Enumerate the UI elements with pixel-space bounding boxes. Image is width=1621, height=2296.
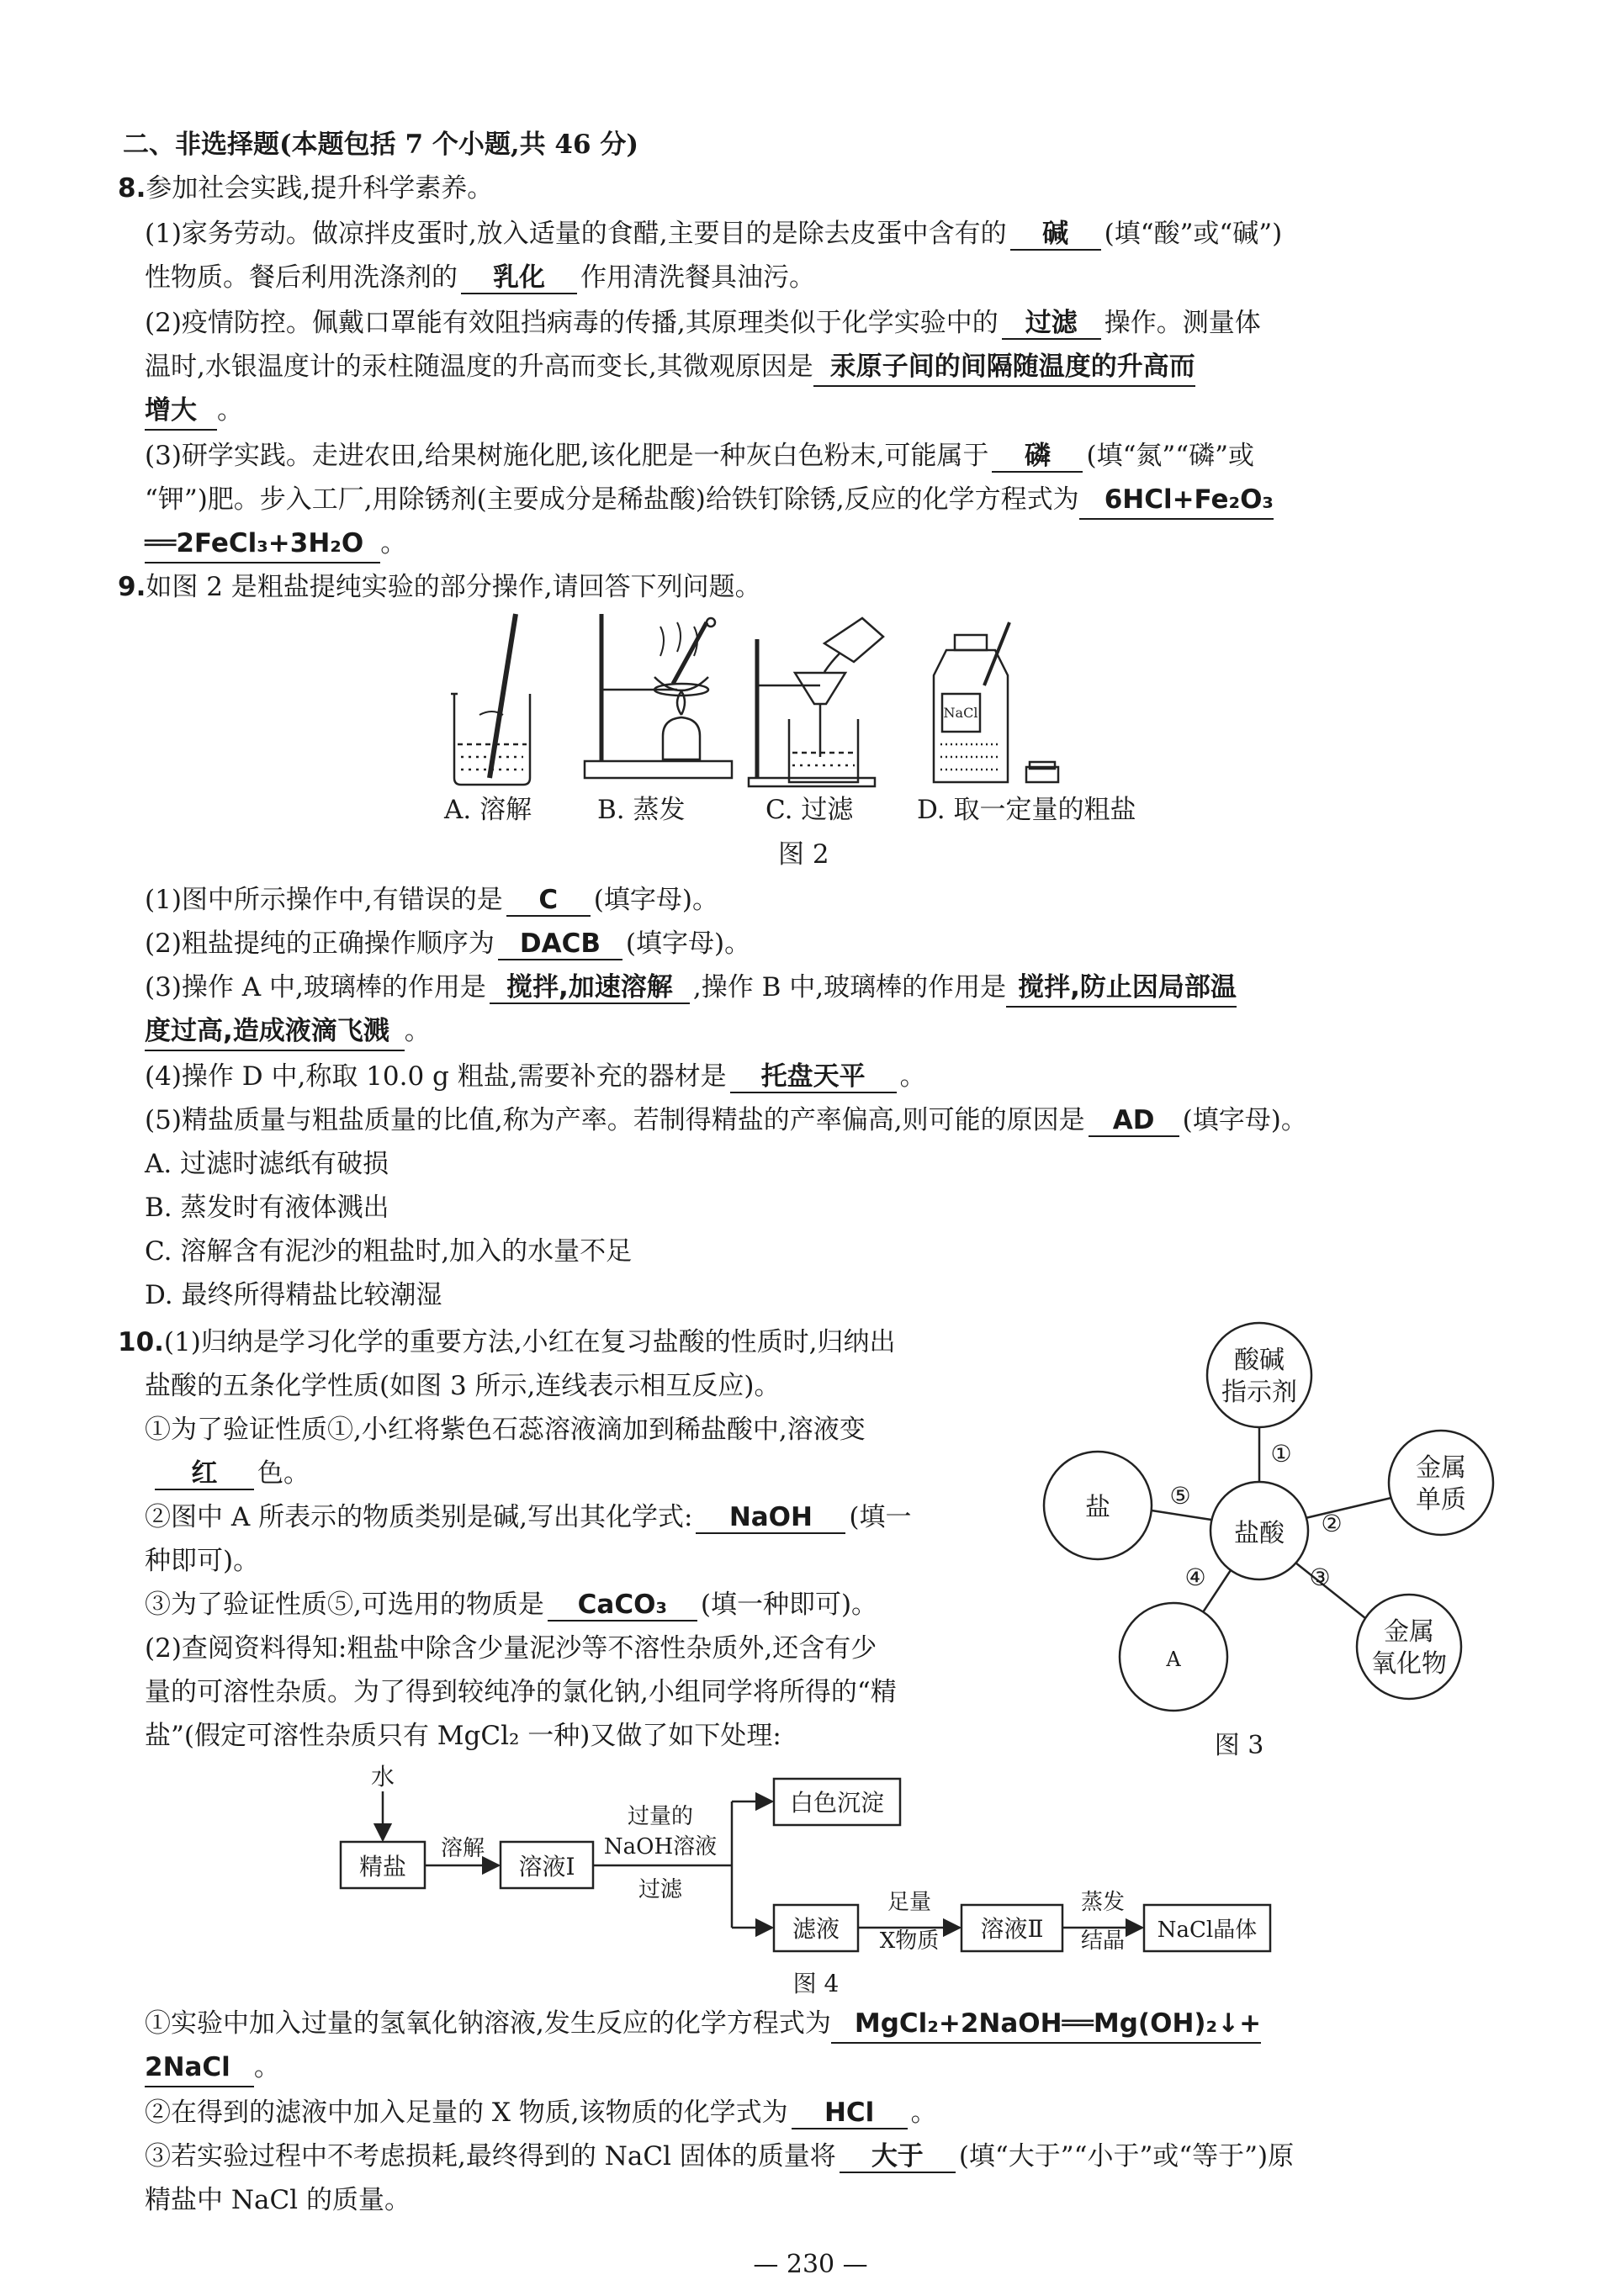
fig3-right-1: 金属 bbox=[1416, 1453, 1466, 1483]
fig4-water: 水 bbox=[370, 1763, 395, 1791]
q10-eq1-text: ①实验中加入过量的氢氧化钠溶液,发生反应的化学方程式为 bbox=[145, 2008, 831, 2039]
q10-number: 10. bbox=[118, 1327, 164, 1357]
q10-eq3-line2: 精盐中 NaCl 的质量。 bbox=[145, 2185, 411, 2215]
fig2-label-a: A. 溶解 bbox=[444, 795, 532, 825]
fig4-jingyan: 精盐 bbox=[358, 1853, 407, 1881]
q8-stem: 参加社会实践,提升科学素养。 bbox=[146, 173, 494, 204]
beaker-dissolve-icon bbox=[451, 614, 530, 785]
q9-answer-3a: 搅拌,加速溶解 bbox=[490, 972, 690, 1004]
q8-answer-micro-a: 汞原子间的间隔随温度的升高而 bbox=[813, 348, 1195, 387]
q8-part1-text2: 性物质。餐后利用洗涤剂的 bbox=[145, 262, 458, 293]
q8-answer-equation-a: 6HCl+Fe₂O₃ bbox=[1079, 481, 1274, 520]
q8-part2-text: (2)疫情防控。佩戴口罩能有效阻挡病毒的传播,其原理类似于化学实验中的 bbox=[145, 308, 999, 338]
metal-circle bbox=[1389, 1431, 1493, 1535]
figure-3-properties bbox=[1039, 1316, 1510, 1762]
q8-part3-line2 bbox=[145, 481, 1274, 520]
q8-part3-line3 bbox=[145, 525, 406, 563]
fig3-left: 盐 bbox=[1085, 1493, 1110, 1522]
section-title: 二、非选择题(本题包括 7 个小题,共 46 分) bbox=[123, 130, 639, 160]
fig3-n4: ④ bbox=[1184, 1563, 1206, 1591]
fig4-reagent-1: 过量的 bbox=[627, 1804, 694, 1829]
q8-part3-end: 。 bbox=[380, 528, 407, 558]
q9-stem: 如图 2 是粗盐提纯实验的部分操作,请回答下列问题。 bbox=[146, 572, 761, 602]
q9-answer-1: C bbox=[506, 885, 591, 917]
q9-option-c: C. 溶解含有泥沙的粗盐时,加入的水量不足 bbox=[145, 1236, 633, 1267]
q9-sub5 bbox=[145, 1102, 1307, 1139]
q10-eq1-line2 bbox=[145, 2049, 280, 2087]
q8-part2-line2 bbox=[145, 348, 1195, 387]
q8-part1-line1 bbox=[145, 215, 1282, 252]
figure-4-flowchart bbox=[324, 1758, 1291, 2002]
q8-part1-hint: (填“酸”或“碱”) bbox=[1104, 219, 1283, 249]
q8-number: 8. bbox=[118, 173, 146, 204]
fig4-x-2: X物质 bbox=[879, 1928, 940, 1954]
q9-sub3-end: 。 bbox=[404, 1016, 431, 1046]
q9-sub3-text: (3)操作 A 中,玻璃棒的作用是 bbox=[145, 972, 486, 1003]
fig4-caption: 图 4 bbox=[792, 1970, 840, 1997]
q8-answer-micro-b: 增大 bbox=[145, 392, 217, 431]
q10-line1 bbox=[118, 1324, 896, 1361]
fig4-precipitate: 白色沉淀 bbox=[789, 1789, 885, 1817]
q8-answer-phosphorus: 磷 bbox=[992, 441, 1083, 473]
q8-answer-base: 碱 bbox=[1010, 219, 1101, 251]
q10-text7: ③为了验证性质⑤,可选用的物质是 bbox=[145, 1590, 544, 1620]
q8-part3-line1 bbox=[145, 437, 1254, 474]
fig3-top-1: 酸碱 bbox=[1234, 1346, 1285, 1375]
fig4-rongjie: 溶解 bbox=[440, 1836, 485, 1861]
q9-sub4 bbox=[145, 1058, 926, 1095]
q8-part2-text3: 温时,水银温度计的汞柱随温度的升高而变长,其微观原因是 bbox=[145, 352, 813, 382]
fig4-reagent-2: NaOH溶液 bbox=[603, 1834, 718, 1860]
fig4-evap-2: 结晶 bbox=[1080, 1928, 1126, 1954]
q10-text4: 色。 bbox=[257, 1458, 310, 1489]
q10-eq2 bbox=[145, 2094, 937, 2131]
indicator-circle bbox=[1207, 1323, 1311, 1427]
q10-text7b: (填一种即可)。 bbox=[700, 1590, 878, 1620]
fig3-a: A bbox=[1166, 1648, 1181, 1671]
fig4-x-1: 足量 bbox=[887, 1890, 932, 1915]
fig4-sol1: 溶液Ⅰ bbox=[518, 1853, 575, 1881]
fig4-guolv: 过滤 bbox=[638, 1877, 683, 1902]
fig2-label-c: C. 过滤 bbox=[765, 795, 854, 825]
q10-line4 bbox=[145, 1455, 310, 1492]
q10-answer-hcl: HCl bbox=[792, 2098, 908, 2129]
fig4-filtrate: 滤液 bbox=[792, 1915, 840, 1943]
q9-sub2-text: (2)粗盐提纯的正确操作顺序为 bbox=[145, 928, 495, 959]
filtration-setup-icon bbox=[749, 618, 883, 786]
q9-stem-line bbox=[118, 569, 761, 606]
q10-line10: 盐”(假定可溶性杂质只有 MgCl₂ 一种)又做了如下处理: bbox=[145, 1721, 781, 1751]
fig3-n2: ② bbox=[1321, 1510, 1343, 1537]
q10-line7 bbox=[145, 1586, 877, 1623]
q10-text5: ②图中 A 所表示的物质类别是碱,写出其化学式: bbox=[145, 1502, 693, 1532]
q10-eq3-hint: (填“大于”“小于”或“等于”)原 bbox=[958, 2141, 1295, 2172]
evaporation-setup-icon bbox=[585, 614, 732, 778]
q10-eq3-line1 bbox=[145, 2138, 1294, 2175]
fig3-n3: ③ bbox=[1309, 1563, 1331, 1591]
fig2-caption: 图 2 bbox=[778, 839, 829, 870]
q10-answer-naoh: NaOH bbox=[696, 1502, 845, 1534]
q10-line6: 种即可)。 bbox=[145, 1546, 260, 1576]
q10-line9: 量的可溶性杂质。为了得到较纯净的氯化钠,小组同学将所得的“精 bbox=[145, 1677, 897, 1707]
fig4-crystal: NaCl晶体 bbox=[1157, 1918, 1258, 1943]
q8-part3-text2: “钾”)肥。步入工厂,用除锈剂(主要成分是稀盐酸)给铁钉除锈,反应的化学方程式为 bbox=[145, 484, 1079, 515]
q10-eq1-line1 bbox=[145, 2005, 1261, 2044]
q9-sub1 bbox=[145, 881, 718, 918]
fig2-label-b: B. 蒸发 bbox=[597, 795, 686, 825]
fig3-n1: ① bbox=[1270, 1440, 1292, 1468]
q8-part3-text: (3)研学实践。走进农田,给果树施化肥,该化肥是一种灰白色粉末,可能属于 bbox=[145, 441, 989, 471]
q9-number: 9. bbox=[118, 572, 146, 602]
q9-sub1-hint: (填字母)。 bbox=[593, 885, 718, 915]
q9-answer-3b-part2: 度过高,造成液滴飞溅 bbox=[145, 1013, 405, 1051]
q8-part2-text2: 操作。测量体 bbox=[1104, 308, 1261, 338]
q10-eq3-text: ③若实验过程中不考虑损耗,最终得到的 NaCl 固体的质量将 bbox=[145, 2141, 836, 2172]
q9-answer-4: 托盘天平 bbox=[730, 1061, 897, 1093]
q10-answer-greater: 大于 bbox=[840, 2141, 956, 2173]
q8-answer-filter: 过滤 bbox=[1002, 308, 1101, 340]
q9-option-a: A. 过滤时滤纸有破损 bbox=[145, 1149, 389, 1179]
fig3-top-2: 指示剂 bbox=[1221, 1378, 1297, 1407]
q10-answer-eq1-a: MgCl₂+2NaOH══Mg(OH)₂↓+ bbox=[831, 2005, 1261, 2044]
q10-line3: ①为了验证性质①,小红将紫色石蕊溶液滴加到稀盐酸中,溶液变 bbox=[145, 1415, 866, 1445]
q10-eq2-text: ②在得到的滤液中加入足量的 X 物质,该物质的化学式为 bbox=[145, 2098, 788, 2128]
q9-answer-5: AD bbox=[1089, 1105, 1179, 1137]
q8-answer-emulsify: 乳化 bbox=[461, 262, 577, 294]
q9-answer-3b-part1: 搅拌,防止因局部温 bbox=[1006, 969, 1237, 1008]
q9-option-b: B. 蒸发时有液体溅出 bbox=[145, 1193, 389, 1223]
fig4-sol2: 溶液Ⅱ bbox=[980, 1915, 1044, 1943]
q9-sub3-line2 bbox=[145, 1013, 431, 1051]
q10-answer-red: 红 bbox=[155, 1458, 254, 1490]
q9-sub4-text: (4)操作 D 中,称取 10.0 g 粗盐,需要补充的器材是 bbox=[145, 1061, 727, 1092]
q9-sub3-text2: ,操作 B 中,玻璃棒的作用是 bbox=[692, 972, 1007, 1003]
q10-text5b: (填一 bbox=[849, 1502, 912, 1532]
q9-answer-2: DACB bbox=[498, 928, 622, 960]
q9-sub2-hint: (填字母)。 bbox=[625, 928, 751, 959]
q8-part2-end: 。 bbox=[217, 395, 243, 426]
fig3-br-2: 氧化物 bbox=[1371, 1649, 1447, 1679]
q9-sub1-text: (1)图中所示操作中,有错误的是 bbox=[145, 885, 503, 915]
q10-line5 bbox=[145, 1499, 912, 1536]
q9-sub4-end: 。 bbox=[899, 1061, 926, 1092]
nacl-bottle-icon bbox=[934, 622, 1058, 782]
fig2-label-d: D. 取一定量的粗盐 bbox=[917, 795, 1136, 825]
fig3-n5: ⑤ bbox=[1169, 1482, 1191, 1510]
q10-eq2-end: 。 bbox=[910, 2098, 937, 2128]
q10-answer-eq1-b: 2NaCl bbox=[145, 2049, 254, 2087]
q9-sub3-line1 bbox=[145, 969, 1237, 1008]
fig3-caption: 图 3 bbox=[1214, 1731, 1264, 1760]
page-number: — 230 — bbox=[753, 2250, 868, 2279]
q8-part1-line2 bbox=[145, 259, 815, 296]
q8-part2-line1 bbox=[145, 304, 1261, 341]
q8-part3-hint: (填“氮”“磷”或 bbox=[1086, 441, 1254, 471]
q9-sub5-text: (5)精盐质量与粗盐质量的比值,称为产率。若制得精盐的产率偏高,则可能的原因是 bbox=[145, 1105, 1085, 1135]
fig3-right-2: 单质 bbox=[1416, 1485, 1466, 1515]
fig3-br-1: 金属 bbox=[1384, 1617, 1434, 1647]
fig4-evap-1: 蒸发 bbox=[1080, 1890, 1126, 1915]
q10-line8: (2)查阅资料得知:粗盐中除含少量泥沙等不溶性杂质外,还含有少 bbox=[145, 1633, 877, 1664]
q8-part1-text: (1)家务劳动。做凉拌皮蛋时,放入适量的食醋,主要目的是除去皮蛋中含有的 bbox=[145, 219, 1007, 249]
q10-answer-caco3: CaCO₃ bbox=[548, 1590, 697, 1621]
q10-line2: 盐酸的五条化学性质(如图 3 所示,连线表示相互反应)。 bbox=[145, 1371, 781, 1401]
q8-part2-line3 bbox=[145, 392, 243, 431]
figure-2-apparatus bbox=[437, 610, 1127, 799]
q10-text1: (1)归纳是学习化学的重要方法,小红在复习盐酸的性质时,归纳出 bbox=[163, 1327, 896, 1357]
q10-eq1-end: 。 bbox=[253, 2052, 280, 2082]
q9-sub5-hint: (填字母)。 bbox=[1182, 1105, 1307, 1135]
bottle-label: NaCl bbox=[943, 705, 978, 721]
q8-answer-equation-b: ══2FeCl₃+3H₂O bbox=[145, 525, 380, 563]
q8-part1-text3: 作用清洗餐具油污。 bbox=[580, 262, 815, 293]
fig3-center: 盐酸 bbox=[1234, 1519, 1285, 1548]
q9-sub2 bbox=[145, 925, 750, 962]
metal-oxide-circle bbox=[1357, 1595, 1461, 1699]
q9-option-d: D. 最终所得精盐比较潮湿 bbox=[145, 1280, 442, 1310]
q8-stem-line bbox=[118, 170, 493, 207]
